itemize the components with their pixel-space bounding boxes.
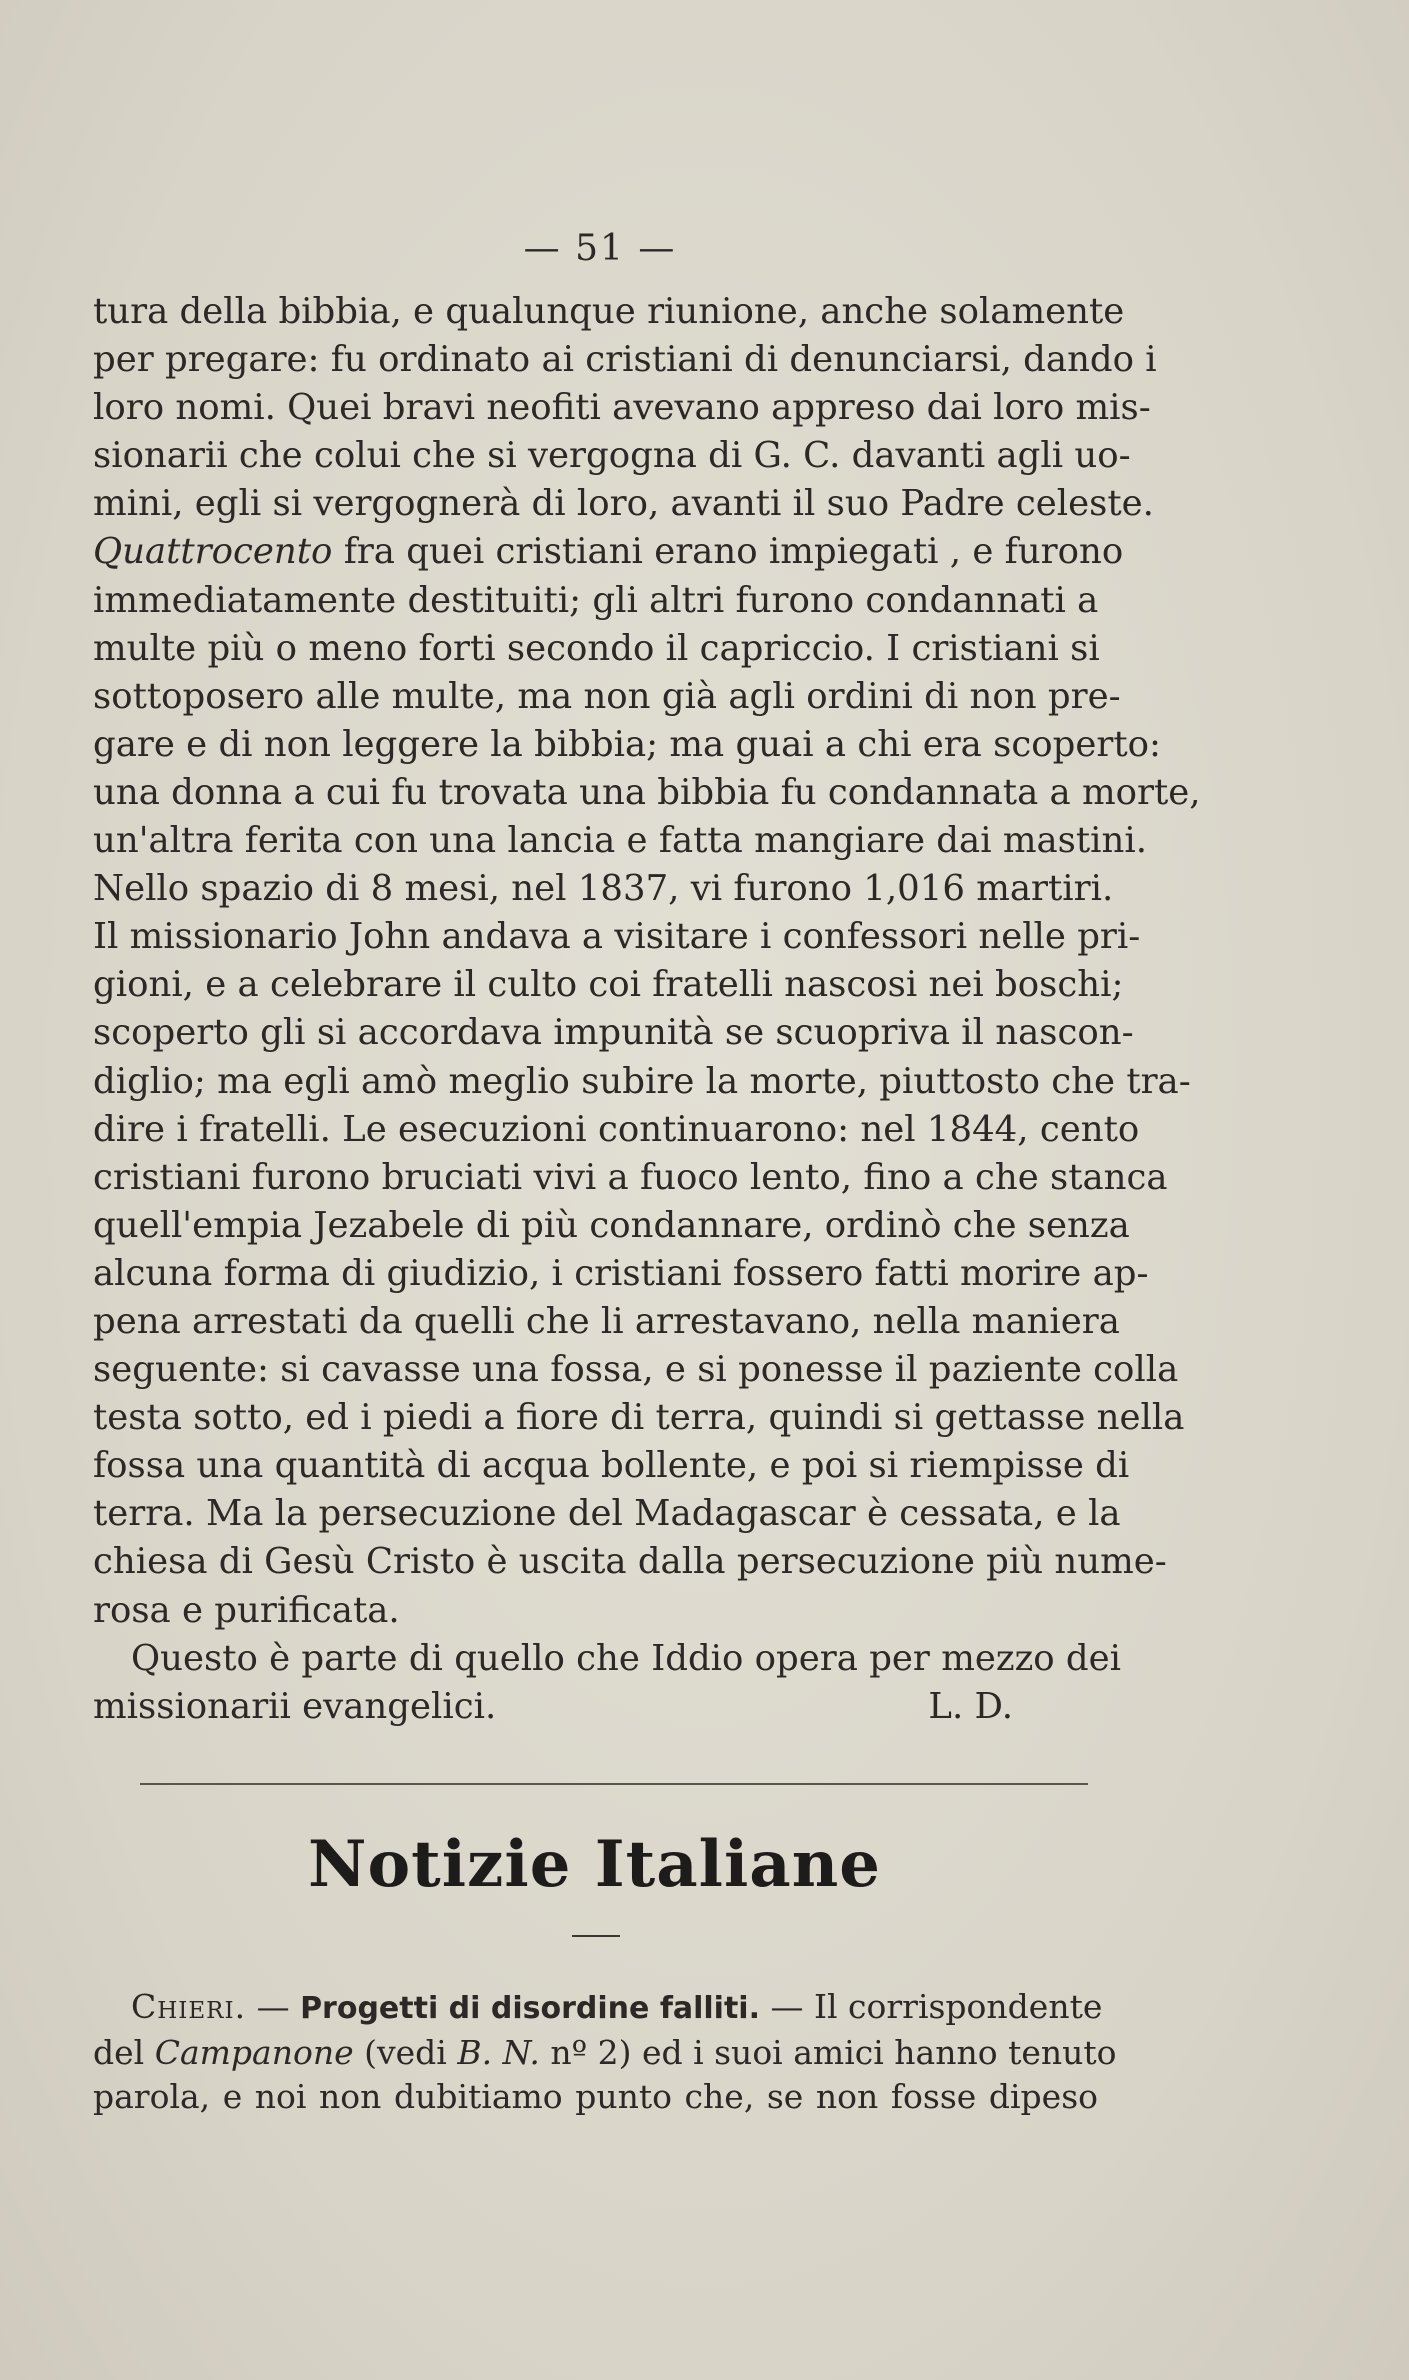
section-title: Notizie Italiane [307,1827,882,1902]
text-line: loro nomi. Quei bravi neofiti avevano appreso dai loro mis- [93,387,1151,429]
text-line: scoperto gli si accordava impunità se scuopriva il nascon- [93,1012,1134,1054]
text-line: sionarii che colui che si vergogna di G. C. davanti agli uo- [93,435,1131,477]
text-line: un'altra ferita con una lancia e fatta mangiare dai mastini. [93,820,1147,862]
text-fragment: nº 2) ed i suoi amici hanno tenuto [539,2033,1117,2072]
article-body [93,288,1201,1731]
news-headline: Progetti di disordine falliti. [300,1991,760,2026]
signature: L. D. [928,1685,1013,1727]
text-line: parola, e noi non dubitiamo punto che, se non fosse dipeso [93,2077,1098,2116]
text-fragment: fra quei cristiani erano impiegati , e furono [332,531,1124,573]
text-line: dire i fratelli. Le esecuzioni continuarono: nel 1844, cento [93,1108,1140,1150]
news-place: Chieri. [131,1987,247,2026]
news-item [93,1985,1117,2119]
text-line: mini, egli si vergognerà di loro, avanti il suo Padre celeste. [93,483,1154,525]
text-line: immediatamente destituiti; gli altri furono condannati a [93,579,1099,621]
text-fragment: (vedi [353,2033,458,2072]
text-line: terra. Ma la persecuzione del Madagascar è cessata, e la [93,1493,1121,1535]
text-line: chiesa di Gesù Cristo è uscita dalla persecuzione più nume- [93,1541,1167,1583]
text-line: alcuna forma di giudizio, i cristiani fossero fatti morire ap- [93,1252,1149,1294]
title-rule [572,1935,620,1937]
signature-line [93,1683,1098,1731]
text-line: gare e di non leggere la bibbia; ma guai a chi era scoperto: [93,723,1161,765]
text-line: pena arrestati da quelli che li arrestavano, nella maniera [93,1300,1120,1342]
text-line: quell'empia Jezabele di più condannare, ordinò che senza [93,1204,1130,1246]
italic-word: B. N. [457,2033,540,2072]
text-line: Il missionario John andava a visitare i confessori nelle pri- [93,916,1141,958]
text-line [93,1985,1103,2031]
text-line: Nello spazio di 8 mesi, nel 1837, vi furono 1,016 martiri. [93,868,1114,910]
text-line: tura della bibbia, e qualunque riunione, anche solamente [93,291,1125,332]
text-line: cristiani furono bruciati vivi a fuoco lento, fino a che stanca [93,1156,1168,1198]
text-line [93,2031,1117,2075]
text-fragment: — [246,1987,301,2026]
text-line: diglio; ma egli amò meglio subire la morte, piuttosto che tra- [93,1060,1191,1102]
text-line [93,528,1124,576]
text-line: testa sotto, ed i piedi a fiore di terra, quindi si gettasse nella [93,1397,1185,1439]
text-line: seguente: si cavasse una fossa, e si ponesse il paziente colla [93,1349,1179,1391]
page-number: — 51 — [523,228,677,269]
text-fragment: missionarii evangelici. [93,1685,497,1727]
section-divider [140,1783,1088,1785]
text-line: multe più o meno forti secondo il capriccio. I cristiani si [93,627,1100,669]
italic-word: Quattrocento [93,531,333,573]
text-fragment: del [93,2033,155,2072]
text-line: Questo è parte di quello che Iddio opera per mezzo dei [131,1637,1122,1679]
text-line: rosa e purificata. [93,1589,400,1631]
text-line: fossa una quantità di acqua bollente, e poi si riempisse di [93,1445,1130,1487]
text-line: sottoposero alle multe, ma non già agli ordini di non pre- [93,675,1121,717]
italic-word: Campanone [154,2033,354,2072]
text-line: per pregare: fu ordinato ai cristiani di denunciarsi, dando i [93,339,1157,381]
text-line: una donna a cui fu trovata una bibbia fu condannata a morte, [93,771,1201,813]
text-line: gioni, e a celebrare il culto coi fratelli nascosi nei boschi; [93,964,1124,1006]
text-fragment: — Il corrispondente [759,1987,1103,2026]
